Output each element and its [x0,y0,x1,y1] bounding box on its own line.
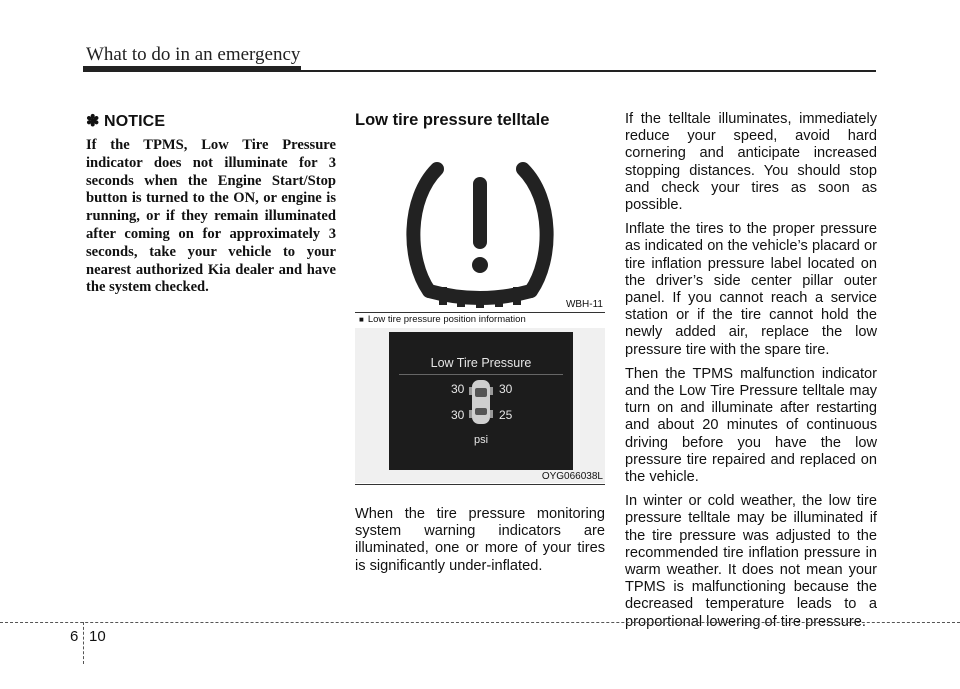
notice-column [86,111,336,297]
page-header-title: What to do in an emergency [86,44,301,65]
figure2-caption [359,314,526,325]
figure-divider [355,312,605,313]
tpms-warning-icon [355,141,605,321]
figure2-code: OYG066038L [541,471,603,482]
footer-divider [83,622,84,664]
notice-heading: ✽ NOTICE [86,113,166,130]
screen-separator [399,374,563,375]
figure1-code: WBH-11 [565,299,603,310]
instructions-column [625,111,877,638]
car-top-view-icon [469,378,493,426]
paragraph-telltale-illuminates: If the telltale illuminates, immediately reduce your speed, avoid hard cornering and anticipate increased stopping distances. You should stop and check your tires as soon as possible. [625,111,877,214]
caption-bullet-icon: ■ [359,315,364,324]
chapter-number: 6 [70,628,79,645]
front-left-pressure: 30 [451,382,465,396]
screen-title: Low Tire Pressure [430,356,532,370]
telltale-description: When the tire pressure monitoring system warning indicators are illuminated, one or more of your tires is significantly under-inflated. [355,506,605,574]
cluster-screen [389,332,573,470]
tpms-telltale-figure [355,141,605,321]
page-number: 10 [89,628,106,645]
pressure-unit: psi [473,434,489,446]
rear-right-pressure: 25 [499,408,513,422]
footer-rule [0,622,960,623]
tire-pressure-display-figure [355,328,605,483]
paragraph-malfunction-indicator: Then the TPMS malfunction indicator and the Low Tire Pressure telltale may turn on and illuminate after restarting and about 20 minutes of continuous driving before you have the low pressure tire repaired and replaced on the vehicle. [625,365,877,486]
telltale-column [355,111,605,574]
header-rule [83,70,876,72]
rear-left-pressure: 30 [451,408,465,422]
paragraph-cold-weather: In winter or cold weather, the low tire pressure telltale may be illuminated if the tire pressure was adjusted to the recommended tire inflation pressure in warm weather. It does not mean your TPMS is malfunctioning because the decreased temperature leads to a proportional lowering of tire pressure. [625,493,877,630]
section-heading: Low tire pressure telltale [355,111,550,129]
figure2-caption-text: Low tire pressure position information [367,314,526,325]
figure-bottom-divider [355,484,605,485]
front-right-pressure: 30 [499,382,513,396]
paragraph-inflate-tires: Inflate the tires to the proper pressure as indicated on the vehicle’s placard or tire inflation pressure label located on the driver’s side center pillar outer panel. If you cannot reach a service station or if the tire cannot hold the newly added air, replace the low pressure tire with the spare tire. [625,221,877,358]
notice-body: If the TPMS, Low Tire Pressure indicator does not illuminate for 3 seconds when the Engine Start/Stop button is turned to the ON, or engine is running, or if they remain illuminated after coming on for approximately 3 seconds, take your vehicle to your nearest authorized Kia dealer and have the system checked. [86,137,336,296]
